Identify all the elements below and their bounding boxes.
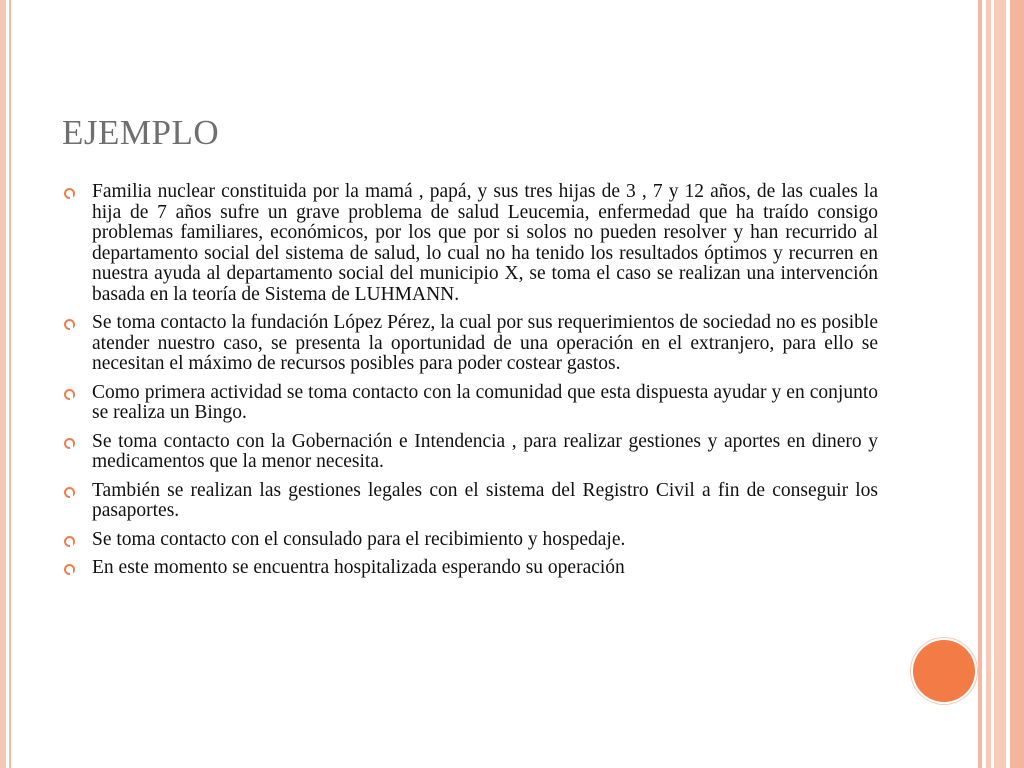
bullet-ring-icon (64, 564, 75, 575)
bullet-ring-icon (64, 188, 75, 199)
bullet-text: Se toma contacto con el consulado para el recibimiento y hospedaje. (92, 528, 626, 550)
right-stripe-3 (994, 0, 1006, 768)
right-stripe-1 (978, 0, 982, 768)
bullet-ring-icon (64, 438, 75, 449)
right-stripe-4 (1010, 0, 1024, 768)
bullet-text: Familia nuclear constituida por la mamá , papá, y sus tres hijas de 3 , 7 y 12 años, de las cuales la hija de 7 años sufre un grave problema de salud Leucemia, enfermedad que ha traído consigo problemas familiares, económicos, por los que por si solos no pueden resolver y han recurrido al departamento social del sistema de salud, lo cual no ha tenido los resultados óptimos y recurren en nuestra ayuda al departamento social del municipio X, se toma el caso se realizan una intervención basada en la teoría de Sistema de LUHMANN. (92, 181, 878, 305)
decorative-orange-circle (913, 640, 975, 702)
bullet-item (62, 432, 878, 473)
bullet-item (62, 558, 878, 579)
bullet-item (62, 313, 878, 375)
right-stripe-2 (986, 0, 991, 768)
bullet-text: En este momento se encuentra hospitalizada esperando su operación (92, 557, 625, 578)
bullet-ring-icon (64, 487, 75, 498)
bullet-item (62, 530, 878, 551)
bullet-text: También se realizan las gestiones legales con el sistema del Registro Civil a fin de conseguir los pasaportes. (92, 479, 878, 521)
bullet-ring-icon (64, 389, 75, 400)
slide-title: EJEMPLO (62, 113, 220, 152)
bullet-ring-icon (64, 536, 75, 547)
bullet-ring-icon (64, 319, 75, 330)
bullet-item (62, 182, 878, 305)
left-border-line (9, 0, 11, 768)
bullet-item (62, 481, 878, 522)
bullet-text: Se toma contacto con la Gobernación e Intendencia , para realizar gestiones y aportes en dinero y medicamentos que la menor necesita. (92, 430, 878, 472)
bullet-item (62, 383, 878, 424)
bullet-text: Como primera actividad se toma contacto con la comunidad que esta dispuesta ayudar y en conjunto se realiza un Bingo. (92, 381, 878, 423)
bullet-text: Se toma contacto la fundación López Pérez, la cual por sus requerimientos de sociedad no es posible atender nuestro caso, se presenta la oportunidad de una operación en el extranjero, para ello se necesitan el máximo de recursos posibles para poder costear gastos. (92, 312, 878, 374)
bullet-list (62, 182, 878, 587)
left-border-decoration (0, 0, 6, 768)
